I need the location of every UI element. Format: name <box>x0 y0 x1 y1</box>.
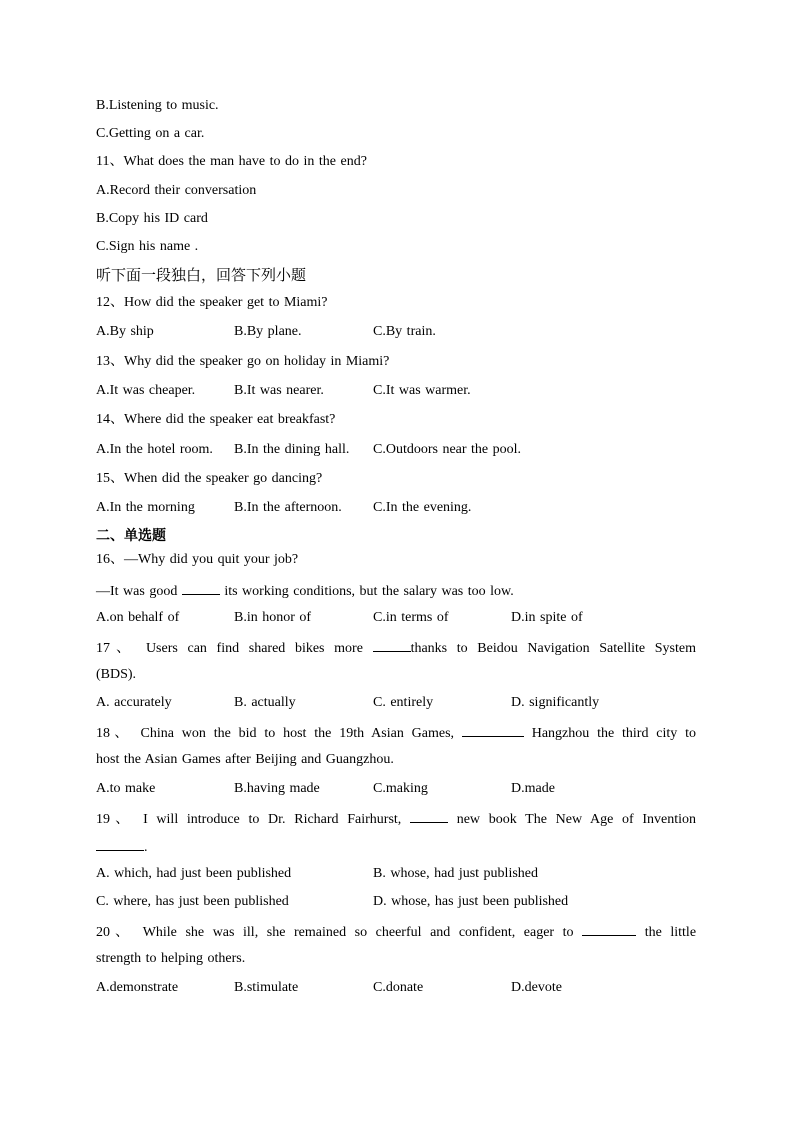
question-18-option-d: D.made <box>511 780 555 796</box>
question-13-options <box>96 381 698 410</box>
option-line: C.Getting on a car. <box>96 126 205 142</box>
question-20-options <box>96 978 698 1006</box>
question-13: 13、Why did the speaker go on holiday in Miami? <box>96 353 390 369</box>
question-12-option-a: A.By ship <box>96 324 154 340</box>
option-line: B.Listening to music. <box>96 98 219 113</box>
question-12-options <box>96 322 698 351</box>
question-11-option-b: B.Copy his ID card <box>96 210 208 226</box>
question-18-text-after-blank: Hangzhou the third city to <box>531 726 697 742</box>
question-12-option-b: B.By plane. <box>234 324 302 340</box>
question-19-options-row-2 <box>96 892 698 921</box>
question-18-option-b: B.having made <box>234 780 320 796</box>
question-17-option-b: B. actually <box>234 695 296 711</box>
answer-blank <box>410 808 448 823</box>
question-15-option-a: A.In the morning <box>96 500 195 516</box>
question-20-text-after-blank: the little <box>644 925 697 941</box>
question-15-option-c: C.In the evening. <box>373 500 472 516</box>
question-16-line-1: 16、—Why did you quit your job? <box>96 552 299 568</box>
answer-blank <box>462 722 524 737</box>
question-18-options <box>96 779 698 808</box>
question-16-option-a: A.on behalf of <box>96 609 180 625</box>
question-18-text-before-blank: 18、 China won the bid to host the 19th Asian Games, <box>96 726 455 742</box>
question-15-options <box>96 498 698 526</box>
question-17-option-c: C. entirely <box>373 695 434 711</box>
question-16-option-c: C.in terms of <box>373 609 449 625</box>
question-14-option-b: B.In the dining hall. <box>234 441 350 457</box>
question-12: 12、How did the speaker get to Miami? <box>96 295 328 311</box>
question-14: 14、Where did the speaker eat breakfast? <box>96 412 336 428</box>
question-19-options-row-1 <box>96 864 698 892</box>
question-18-option-c: C.making <box>373 780 428 796</box>
question-17-line-2: (BDS). <box>96 667 137 683</box>
answer-blank <box>582 921 636 936</box>
question-16-text-before-blank: —It was good <box>96 583 178 599</box>
question-13-option-c: C.It was warmer. <box>373 383 471 399</box>
question-19-line-1 <box>96 808 696 836</box>
question-17-line-1 <box>96 637 696 665</box>
question-16-option-d: D.in spite of <box>511 609 583 625</box>
question-16-text-after-blank: its working conditions, but the salary was too low. <box>224 583 514 599</box>
question-18-option-a: A.to make <box>96 780 156 796</box>
question-19-option-a: A. which, had just been published <box>96 866 292 881</box>
worksheet-page <box>96 96 698 1006</box>
question-19-line-2 <box>96 836 698 864</box>
question-17-options <box>96 693 698 722</box>
answer-blank <box>373 637 411 652</box>
question-18-line-1 <box>96 722 696 750</box>
answer-blank <box>182 580 220 595</box>
question-19-option-d: D. whose, has just been published <box>373 894 569 910</box>
question-14-option-c: C.Outdoors near the pool. <box>373 441 522 457</box>
question-11-option-a: A.Record their conversation <box>96 182 257 198</box>
question-19-option-c: C. where, has just been published <box>96 894 289 910</box>
question-20-line-1 <box>96 921 696 949</box>
question-16-option-b: B.in honor of <box>234 609 312 625</box>
section-heading-single-choice: 二、单选题 <box>96 528 166 545</box>
answer-blank <box>96 836 144 851</box>
question-19-period: . <box>144 839 148 855</box>
question-11-option-c: C.Sign his name . <box>96 238 199 254</box>
question-20-text-before-blank: 20、 While she was ill, she remained so cheerful and confident, eager to <box>96 925 574 941</box>
question-15-option-b: B.In the afternoon. <box>234 500 342 516</box>
question-20-option-b: B.stimulate <box>234 979 299 995</box>
question-12-option-c: C.By train. <box>373 324 436 340</box>
question-19-option-b: B. whose, had just published <box>373 866 538 881</box>
section-heading-listening: 听下面一段独白，回答下列小题 <box>96 266 307 285</box>
question-20-line-2: strength to helping others. <box>96 951 246 967</box>
question-14-options <box>96 440 698 469</box>
question-17-text-before-blank: 17、 Users can find shared bikes more <box>96 640 363 656</box>
question-20-option-c: C.donate <box>373 979 424 995</box>
question-15: 15、When did the speaker go dancing? <box>96 470 323 486</box>
question-19-text-after-blank: new book The New Age of Invention <box>456 811 697 827</box>
question-19-text-before-blank: 19、 I will introduce to Dr. Richard Fairhurst, <box>96 811 402 827</box>
question-20-option-d: D.devote <box>511 979 562 995</box>
question-20-option-a: A.demonstrate <box>96 979 179 995</box>
question-16-options <box>96 608 698 637</box>
question-11: 11、What does the man have to do in the end? <box>96 154 367 170</box>
question-13-option-b: B.It was nearer. <box>234 383 324 399</box>
question-16-line-2 <box>96 580 698 608</box>
question-13-option-a: A.It was cheaper. <box>96 383 196 399</box>
question-14-option-a: A.In the hotel room. <box>96 441 213 457</box>
question-17-option-d: D. significantly <box>511 695 600 711</box>
question-17-text-after-blank: thanks to Beidou Navigation Satellite System <box>410 640 696 656</box>
question-17-option-a: A. accurately <box>96 695 172 711</box>
question-18-line-2: host the Asian Games after Beijing and Guangzhou. <box>96 752 394 768</box>
